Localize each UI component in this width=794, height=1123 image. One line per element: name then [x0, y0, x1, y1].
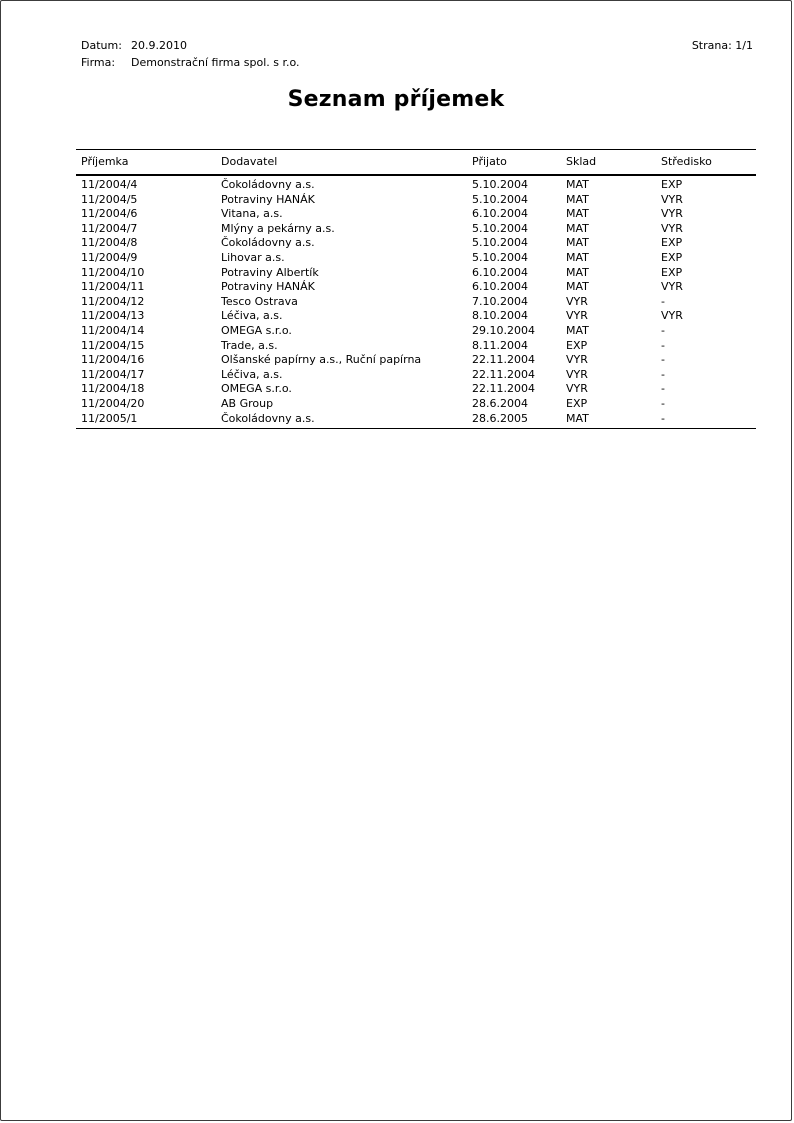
table-cell: VYR — [661, 280, 683, 294]
table-cell: MAT — [566, 280, 589, 294]
table-cell: 11/2004/6 — [81, 207, 138, 221]
table-cell: - — [661, 294, 665, 308]
table-cell: 5.10.2004 — [472, 236, 528, 250]
table-row — [76, 236, 756, 251]
table-cell: MAT — [566, 221, 589, 235]
table-cell: 11/2004/14 — [81, 323, 145, 337]
table-header-row — [76, 150, 756, 176]
table-cell: Léčiva, a.s. — [221, 367, 283, 381]
table-cell: 11/2004/4 — [81, 178, 138, 191]
table-cell: EXP — [566, 396, 588, 410]
table-cell: EXP — [661, 178, 683, 191]
table-cell: 22.11.2004 — [472, 382, 535, 396]
table-cell: Trade, a.s. — [221, 338, 278, 352]
table-header — [76, 150, 756, 176]
table-cell: MAT — [566, 178, 589, 191]
table-cell: - — [661, 396, 665, 410]
table-cell: Potraviny Albertík — [221, 265, 319, 279]
table-cell: - — [661, 338, 665, 352]
table-cell: EXP — [661, 250, 683, 264]
table-cell: Potraviny HANÁK — [221, 192, 315, 206]
table-row — [76, 175, 756, 193]
table-cell: Olšanské papírny a.s., Ruční papírna — [221, 353, 422, 367]
table-cell: 6.10.2004 — [472, 265, 528, 279]
table-cell: 22.11.2004 — [472, 367, 535, 381]
table-cell: 11/2004/5 — [81, 192, 138, 206]
table-cell: MAT — [566, 250, 589, 264]
report-header — [81, 37, 753, 71]
receipts-table — [76, 149, 756, 429]
table-cell: 11/2004/17 — [81, 367, 145, 381]
col-header-prijemka: Příjemka — [76, 150, 216, 176]
table-row — [76, 222, 756, 237]
table-cell: OMEGA s.r.o. — [221, 382, 292, 396]
table-cell: 5.10.2004 — [472, 178, 528, 191]
report-title: Seznam příjemek — [287, 87, 505, 112]
table-row — [76, 397, 756, 412]
table-cell: Léčiva, a.s. — [221, 309, 283, 323]
table-cell: EXP — [661, 265, 683, 279]
table-cell: VYR — [661, 207, 683, 221]
table-cell: 11/2004/7 — [81, 221, 138, 235]
table-cell: - — [661, 323, 665, 337]
table-cell: Čokoládovny a.s. — [221, 178, 315, 191]
table-cell: AB Group — [221, 396, 274, 410]
table-row — [76, 295, 756, 310]
table-cell: 8.11.2004 — [472, 338, 528, 352]
table-cell: 22.11.2004 — [472, 353, 535, 367]
col-header-stredisko: Středisko — [656, 150, 756, 176]
table-cell: MAT — [566, 265, 589, 279]
table-cell: MAT — [566, 236, 589, 250]
table-cell: MAT — [566, 323, 589, 337]
table-cell: - — [656, 412, 756, 429]
page-number: Strana: 1/1 — [691, 39, 753, 52]
table-row — [76, 193, 756, 208]
table-cell: 11/2004/20 — [81, 396, 145, 410]
table-cell: EXP — [566, 338, 588, 352]
table-cell: VYR — [566, 367, 588, 381]
table-cell: VYR — [566, 382, 588, 396]
table-cell: - — [661, 367, 665, 381]
table-row — [76, 353, 756, 368]
table-cell: 11/2004/16 — [81, 353, 145, 367]
report-table-wrap — [76, 149, 756, 429]
table-cell: 11/2004/13 — [81, 309, 145, 323]
table-cell: 11/2004/8 — [81, 236, 138, 250]
table-cell: VYR — [661, 192, 683, 206]
table-row — [76, 280, 756, 295]
table-row — [76, 251, 756, 266]
table-cell: VYR — [566, 353, 588, 367]
table-cell: 7.10.2004 — [472, 294, 528, 308]
datum-value: 20.9.2010 — [131, 39, 187, 52]
table-cell: VYR — [566, 294, 588, 308]
table-row — [76, 309, 756, 324]
table-cell: VYR — [661, 309, 683, 323]
table-row — [76, 382, 756, 397]
table-cell: 28.6.2004 — [472, 396, 528, 410]
table-cell: 5.10.2004 — [472, 192, 528, 206]
table-cell: 11/2004/10 — [81, 265, 145, 279]
table-cell: 28.6.2005 — [467, 412, 561, 429]
firma-value: Demonstrační firma spol. s r.o. — [131, 56, 300, 69]
table-cell: - — [661, 353, 665, 367]
table-cell: - — [661, 382, 665, 396]
table-row — [76, 412, 756, 429]
table-cell: Čokoládovny a.s. — [216, 412, 467, 429]
table-cell: Potraviny HANÁK — [221, 280, 315, 294]
table-cell: 6.10.2004 — [472, 207, 528, 221]
table-cell: 5.10.2004 — [472, 250, 528, 264]
table-cell: OMEGA s.r.o. — [221, 323, 292, 337]
table-cell: 11/2004/18 — [81, 382, 145, 396]
table-cell: 11/2004/12 — [81, 294, 145, 308]
table-cell: 11/2004/15 — [81, 338, 145, 352]
table-cell: Vitana, a.s. — [221, 207, 283, 221]
datum-row — [81, 37, 753, 54]
table-cell: 11/2004/11 — [81, 280, 145, 294]
table-row — [76, 324, 756, 339]
firma-label: Firma: — [81, 56, 116, 69]
table-cell: 5.10.2004 — [472, 221, 528, 235]
table-cell: 11/2004/9 — [81, 250, 138, 264]
table-row — [76, 207, 756, 222]
table-cell: Tesco Ostrava — [221, 294, 298, 308]
datum-label: Datum: — [81, 39, 122, 52]
table-cell: VYR — [661, 221, 683, 235]
table-cell: 11/2005/1 — [76, 412, 216, 429]
table-cell: VYR — [566, 309, 588, 323]
col-header-sklad: Sklad — [561, 150, 656, 176]
table-cell: 6.10.2004 — [472, 280, 528, 294]
table-cell: MAT — [566, 192, 589, 206]
table-row — [76, 339, 756, 354]
table-cell: 29.10.2004 — [472, 323, 535, 337]
table-body — [76, 175, 756, 429]
table-cell: 8.10.2004 — [472, 309, 528, 323]
table-cell: MAT — [566, 207, 589, 221]
table-row — [76, 266, 756, 281]
table-row — [76, 368, 756, 383]
table-cell: Čokoládovny a.s. — [221, 236, 315, 250]
table-cell: Mlýny a pekárny a.s. — [221, 221, 335, 235]
col-header-dodavatel: Dodavatel — [216, 150, 467, 176]
table-cell: MAT — [561, 412, 656, 429]
firma-row — [81, 54, 753, 71]
table-cell: Lihovar a.s. — [221, 250, 285, 264]
col-header-prijato: Přijato — [467, 150, 561, 176]
table-cell: EXP — [661, 236, 683, 250]
